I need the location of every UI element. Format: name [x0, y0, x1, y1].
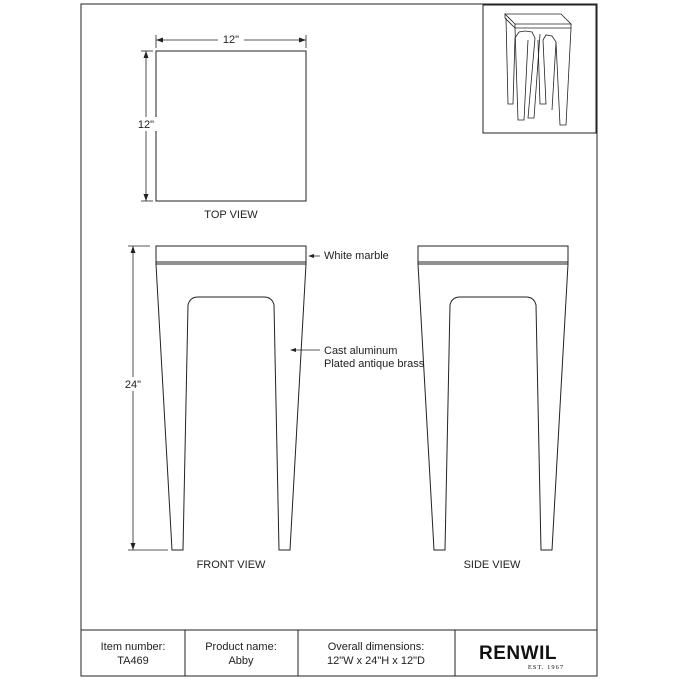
side-view — [418, 246, 568, 571]
front-view-label: FRONT VIEW — [196, 559, 266, 571]
top-view — [134, 32, 306, 221]
item-number-label: Item number: — [100, 641, 166, 653]
overall-dimensions-value: 12"W x 24"H x 12"D — [327, 655, 425, 667]
top-view-square — [156, 51, 306, 201]
sheet-border — [81, 4, 597, 676]
height-dimension: 24" — [124, 379, 142, 391]
callout-white-marble: White marble — [324, 250, 389, 262]
front-view — [119, 246, 306, 571]
title-block — [81, 630, 597, 676]
product-name-label: Product name: — [205, 641, 277, 653]
brand-established: EST. 1967 — [527, 664, 565, 671]
front-base — [156, 264, 306, 550]
top-depth-dimension: 12" — [137, 119, 155, 131]
perspective-thumbnail — [483, 5, 596, 133]
callouts — [290, 250, 425, 370]
side-view-label: SIDE VIEW — [463, 559, 521, 571]
side-base — [418, 264, 568, 550]
front-marble-top — [156, 246, 306, 264]
item-number-value: TA469 — [117, 655, 149, 667]
top-width-dimension: 12" — [222, 34, 240, 46]
overall-dimensions-label: Overall dimensions: — [327, 641, 425, 653]
top-view-label: TOP VIEW — [204, 209, 258, 221]
callout-cast-aluminum: Cast aluminum — [324, 345, 398, 357]
side-marble-top — [418, 246, 568, 264]
callout-plated-brass: Plated antique brass — [324, 358, 425, 370]
brand-logo: RENWIL — [479, 643, 557, 664]
product-name-value: Abby — [228, 655, 254, 667]
